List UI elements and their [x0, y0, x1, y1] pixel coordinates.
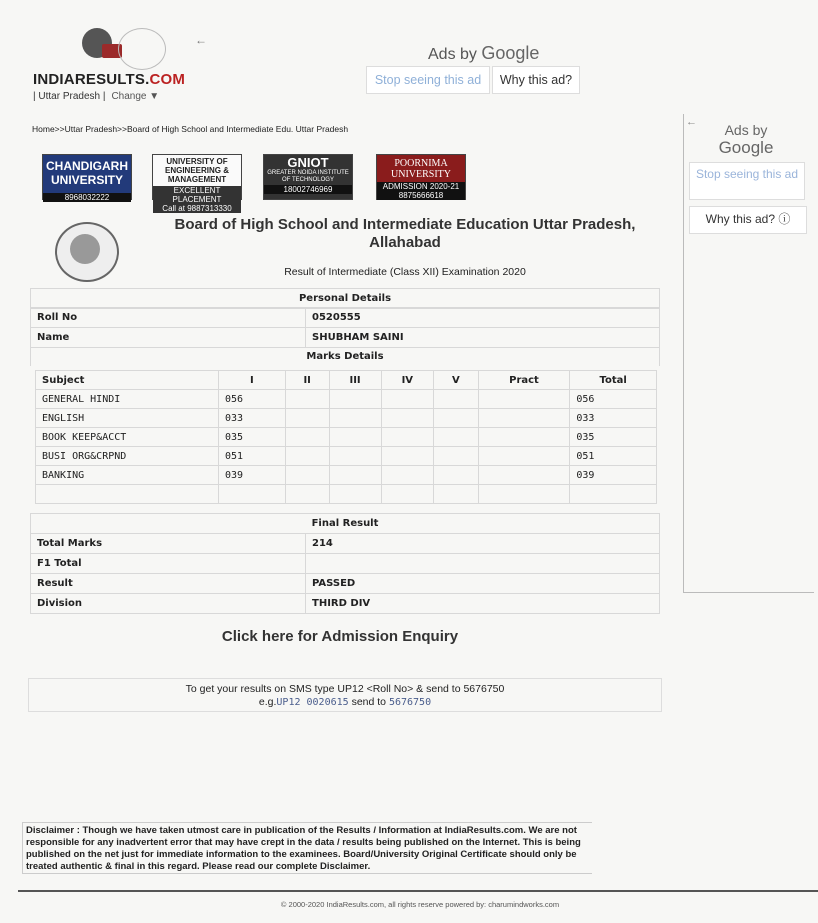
- mark-cell: [285, 485, 329, 504]
- total-cell: 039: [570, 466, 657, 485]
- mark-cell: [478, 428, 570, 447]
- table-row: [31, 554, 660, 574]
- mark-cell: [381, 409, 434, 428]
- division-value: THIRD DIV: [306, 594, 660, 614]
- col-subject: Subject: [36, 371, 219, 390]
- footer-copyright: © 2000-2020 IndiaResults.com, all rights reserve powered by: charumindworks.com: [280, 900, 560, 909]
- final-result-heading: Final Result: [31, 514, 660, 534]
- partner-phone: 8875666618: [377, 191, 465, 200]
- partner-uem[interactable]: [152, 154, 242, 213]
- mark-cell: [434, 409, 479, 428]
- table-row: [31, 328, 660, 348]
- sms-send-to: send to: [351, 696, 387, 708]
- sms-example-code: UP12 0020615: [276, 697, 349, 708]
- f1-total-value: [306, 554, 660, 574]
- mark-cell: [329, 466, 381, 485]
- result-value: PASSED: [306, 574, 660, 594]
- table-row: [36, 428, 657, 447]
- table-row: [31, 574, 660, 594]
- table-row: [31, 308, 660, 328]
- col-ii: II: [285, 371, 329, 390]
- partner-name: CHANDIGARH UNIVERSITY: [46, 159, 128, 187]
- total-marks-value: 214: [306, 534, 660, 554]
- change-state-link[interactable]: Change ▼: [111, 91, 160, 102]
- mark-cell: [329, 485, 381, 504]
- name-label: Name: [31, 328, 306, 348]
- uttar-pradesh-map-icon: [118, 28, 166, 70]
- brand-name[interactable]: INDIARESULTS.COM: [33, 71, 186, 88]
- partner-name: UNIVERSITY OF ENGINEERING & MANAGEMENT: [164, 157, 229, 184]
- disclaimer-text: Disclaimer : Though we have taken utmost care in publication of the Results / Information at IndiaResults.com. We are not responsible for any inadvertent error that may have crept in the data / results being published on the Internet. This is being published on the net just for immediate information to the examinees. Board/University Original Certificate should only be treated authentic & final in this regard. Please read our complete Disclaimer.: [22, 822, 592, 874]
- partner-name: POORNIMA UNIVERSITY: [391, 158, 451, 180]
- personal-details-heading-table: [30, 288, 660, 309]
- mark-cell: [434, 485, 479, 504]
- subject-cell: ENGLISH: [36, 409, 219, 428]
- state-label: | Uttar Pradesh |: [33, 91, 106, 102]
- total-cell: 033: [570, 409, 657, 428]
- mark-cell: 039: [219, 466, 286, 485]
- ad-back-arrow-icon[interactable]: ←: [686, 116, 697, 128]
- sms-number: 5676750: [388, 697, 432, 708]
- footer-divider: [18, 890, 818, 892]
- result-label: Result: [31, 574, 306, 594]
- sms-info-box: [28, 678, 662, 712]
- mark-cell: [434, 390, 479, 409]
- mark-cell: [381, 428, 434, 447]
- subject-cell: BOOK KEEP&ACCT: [36, 428, 219, 447]
- table-row: [36, 390, 657, 409]
- col-i: I: [219, 371, 286, 390]
- mark-cell: [329, 428, 381, 447]
- right-why-this-ad-button[interactable]: Why this ad? ⓘ: [689, 206, 807, 234]
- total-cell: 056: [570, 390, 657, 409]
- subject-cell: [36, 485, 219, 504]
- marks-details-heading-table: [30, 347, 660, 366]
- mark-cell: [478, 485, 570, 504]
- total-cell: 035: [570, 428, 657, 447]
- partner-poornima-university[interactable]: [376, 154, 466, 200]
- partner-phone: Call at 9887313330: [153, 204, 241, 213]
- col-total: Total: [570, 371, 657, 390]
- marks-table: [35, 370, 657, 504]
- mark-cell: [285, 466, 329, 485]
- table-row: [36, 409, 657, 428]
- roll-no-label: Roll No: [31, 308, 306, 328]
- total-cell: 051: [570, 447, 657, 466]
- mark-cell: [478, 409, 570, 428]
- mark-cell: [434, 428, 479, 447]
- mark-cell: [285, 390, 329, 409]
- marks-header-row: [36, 371, 657, 390]
- subject-cell: BUSI ORG&CRPND: [36, 447, 219, 466]
- final-result-table: [30, 533, 660, 614]
- partner-tagline: EXCELLENT PLACEMENT: [153, 186, 241, 204]
- mark-cell: 035: [219, 428, 286, 447]
- sms-instructions: To get your results on SMS type UP12 <Roll No> & send to 5676750: [185, 683, 505, 695]
- mark-cell: [329, 447, 381, 466]
- mark-cell: [478, 466, 570, 485]
- mark-cell: 051: [219, 447, 286, 466]
- roll-no-value: 0520555: [306, 308, 660, 328]
- partner-phone: 8968032222: [43, 193, 131, 202]
- mark-cell: [285, 447, 329, 466]
- mark-cell: [381, 447, 434, 466]
- name-value: SHUBHAM SAINI: [306, 328, 660, 348]
- mark-cell: [329, 390, 381, 409]
- mark-cell: [381, 485, 434, 504]
- total-cell: [570, 485, 657, 504]
- marks-details-heading: Marks Details: [31, 347, 660, 366]
- partner-tagline: GREATER NOIDA INSTITUTE OF TECHNOLOGY: [267, 170, 349, 183]
- mark-cell: [285, 409, 329, 428]
- right-stop-seeing-ad-button[interactable]: Stop seeing this ad: [689, 162, 805, 200]
- ads-by-google-label: Ads by Google: [428, 43, 540, 63]
- final-result-heading-table: [30, 513, 660, 534]
- breadcrumb[interactable]: Home>>Uttar Pradesh>>Board of High School and Intermediate Edu. Uttar Pradesh: [32, 124, 349, 134]
- stop-seeing-ad-button[interactable]: Stop seeing this ad: [366, 66, 490, 94]
- mark-cell: [478, 447, 570, 466]
- mark-cell: [478, 390, 570, 409]
- mark-cell: [434, 447, 479, 466]
- f1-total-label: F1 Total: [31, 554, 306, 574]
- personal-details-table: [30, 307, 660, 348]
- partner-name: GNIOT: [287, 155, 329, 170]
- exam-title: Result of Intermediate (Class XII) Examination 2020: [284, 266, 526, 278]
- mark-cell: [285, 428, 329, 447]
- table-row: [31, 594, 660, 614]
- mark-cell: [381, 466, 434, 485]
- division-label: Division: [31, 594, 306, 614]
- mark-cell: [381, 390, 434, 409]
- table-row: [31, 534, 660, 554]
- board-seal-emblem: [70, 234, 100, 264]
- table-row: [36, 485, 657, 504]
- subject-cell: BANKING: [36, 466, 219, 485]
- why-this-ad-button[interactable]: Why this ad?: [492, 66, 580, 94]
- col-iv: IV: [381, 371, 434, 390]
- mark-cell: [329, 409, 381, 428]
- total-marks-label: Total Marks: [31, 534, 306, 554]
- subject-cell: GENERAL HINDI: [36, 390, 219, 409]
- back-arrow-icon[interactable]: ←: [195, 33, 207, 47]
- mark-cell: 033: [219, 409, 286, 428]
- state-selector: [33, 91, 159, 102]
- col-iii: III: [329, 371, 381, 390]
- right-ads-by-google-label: Ads by Google: [718, 122, 774, 157]
- partner-gniot[interactable]: [263, 154, 353, 200]
- partner-tagline: ADMISSION 2020-21: [377, 182, 465, 191]
- mark-cell: [219, 485, 286, 504]
- partner-phone: 18002746969: [264, 185, 352, 194]
- partner-chandigarh-university[interactable]: [42, 154, 132, 200]
- mark-cell: [434, 466, 479, 485]
- col-v: V: [434, 371, 479, 390]
- personal-details-heading: Personal Details: [31, 289, 660, 309]
- sms-example-prefix: e.g.: [258, 696, 277, 708]
- mark-cell: 056: [219, 390, 286, 409]
- admission-enquiry-link[interactable]: Click here for Admission Enquiry: [221, 628, 459, 645]
- table-row: [36, 447, 657, 466]
- board-title: Board of High School and Intermediate Education Uttar Pradesh, Allahabad: [174, 216, 636, 251]
- table-row: [36, 466, 657, 485]
- col-pract: Pract: [478, 371, 570, 390]
